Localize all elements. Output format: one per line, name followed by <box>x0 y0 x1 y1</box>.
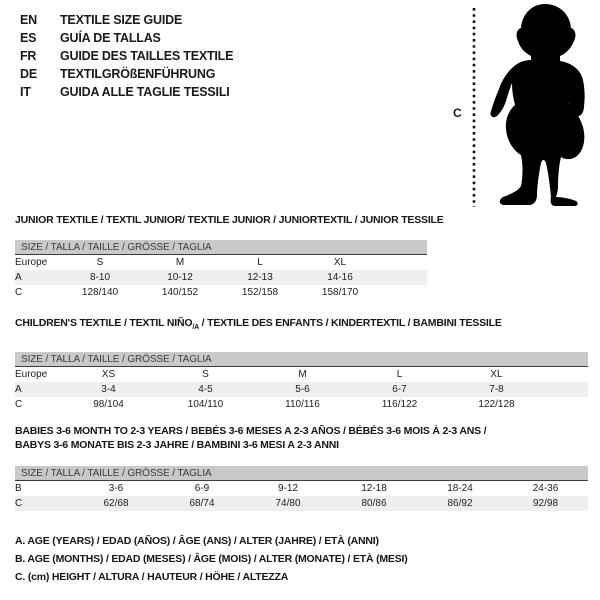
table-cell: L <box>396 369 403 381</box>
language-title: GUÍA DE TALLAS <box>60 31 161 45</box>
size-header-bar: SIZE / TALLA / TAILLE / GRÖSSE / TAGLIA <box>15 240 427 255</box>
language-row-es <box>20 29 233 47</box>
table-cell: 80/86 <box>361 498 387 509</box>
title-text: CHILDREN'S TEXTILE / TEXTIL NIÑO <box>15 317 193 329</box>
table-cell: 10-12 <box>167 272 193 283</box>
babies-size-table <box>15 481 588 511</box>
table-cell: 5-6 <box>295 384 310 396</box>
height-measure-figure <box>445 0 600 212</box>
junior-textile-section <box>15 213 444 300</box>
spacer-cell <box>545 397 588 412</box>
row-label: C <box>15 399 23 411</box>
table-cell: 92/98 <box>532 498 559 509</box>
row-label: Europe <box>15 257 48 268</box>
junior-size-table <box>15 255 427 300</box>
row-label: Europe <box>15 369 48 381</box>
language-code: IT <box>20 85 31 99</box>
table-cell: XL <box>333 257 347 268</box>
table-cell: 12-18 <box>361 483 387 494</box>
language-title: GUIDE DES TAILLES TEXTILE <box>60 49 234 63</box>
table-row-age <box>15 270 427 285</box>
junior-table-title: JUNIOR TEXTILE / TEXTIL JUNIOR/ TEXTILE JUNIOR / JUNIORTEXTIL / JUNIOR TESSILE <box>15 214 444 226</box>
size-header-bar: SIZE / TALLA / TAILLE / GRÖSSE / TAGLIA <box>15 352 588 367</box>
row-label: A <box>15 384 22 396</box>
table-cell: 62/68 <box>103 498 129 509</box>
table-cell: 6-9 <box>194 483 210 494</box>
childrens-table-title <box>15 316 588 335</box>
language-row-de <box>20 65 233 83</box>
footnote-age-months: B. AGE (MONTHS) / EDAD (MESES) / ÂGE (MOIS) / ALTER (MONATE) / ETÀ (MESI) <box>15 553 408 565</box>
table-cell: XL <box>490 369 503 381</box>
language-header <box>20 11 233 101</box>
language-code: DE <box>20 67 37 81</box>
table-cell: 74/80 <box>275 498 301 509</box>
spacer-cell <box>380 255 427 270</box>
table-cell: 4-5 <box>198 384 213 396</box>
spacer-cell <box>545 367 588 382</box>
table-cell: 116/122 <box>381 399 418 411</box>
language-row-fr <box>20 47 233 65</box>
row-label: B <box>15 483 22 494</box>
table-row-height <box>15 496 588 511</box>
table-cell: 14-16 <box>327 272 353 283</box>
language-title: TEXTILE SIZE GUIDE <box>60 13 183 27</box>
table-cell: 9-12 <box>277 483 298 494</box>
size-header-bar: SIZE / TALLA / TAILLE / GRÖSSE / TAGLIA <box>15 466 588 481</box>
table-cell: 12-13 <box>247 272 273 283</box>
footnote-height: C. (cm) HEIGHT / ALTURA / HAUTEUR / HÖHE / ALTEZZA <box>15 571 289 583</box>
language-code: ES <box>20 31 37 45</box>
table-row-age <box>15 382 588 397</box>
language-title: TEXTILGRÖßENFÜHRUNG <box>60 67 216 81</box>
table-cell: 158/170 <box>321 287 359 298</box>
table-cell: 86/92 <box>447 498 473 509</box>
table-cell: M <box>175 257 185 268</box>
table-cell: M <box>298 369 307 381</box>
table-row-height <box>15 397 588 412</box>
row-label: A <box>15 272 22 283</box>
title-subscript: /A <box>192 324 199 332</box>
table-cell: S <box>202 369 209 381</box>
childrens-size-table <box>15 367 588 412</box>
table-cell: 140/152 <box>161 287 199 298</box>
legend-footnotes <box>15 532 408 586</box>
table-cell: 3-4 <box>101 384 116 396</box>
spacer-cell <box>545 382 588 397</box>
table-row-height <box>15 285 427 300</box>
baby-silhouette-figure <box>445 0 600 212</box>
table-cell: 128/140 <box>81 287 119 298</box>
table-cell: 18-24 <box>447 483 473 494</box>
table-cell: 3-6 <box>108 483 124 494</box>
height-measure-label: C <box>453 106 462 120</box>
childrens-textile-section <box>15 316 588 412</box>
table-cell: 24-36 <box>532 483 559 494</box>
table-cell: 152/158 <box>241 287 279 298</box>
table-row-age-months <box>15 481 588 496</box>
babies-table-title-line1: BABIES 3-6 MONTH TO 2-3 YEARS / BEBÉS 3-6 MESES A 2-3 AÑOS / BÉBÉS 3-6 MOIS À 2-3 ANS / <box>15 425 487 437</box>
babies-table-title-line2: BABYS 3-6 MONATE BIS 2-3 JAHRE / BAMBINI 3-6 MESI A 2-3 ANNI <box>15 439 339 451</box>
table-cell: S <box>96 257 104 268</box>
language-row-it <box>20 83 233 101</box>
language-code: EN <box>20 13 37 27</box>
row-label: C <box>15 498 23 509</box>
table-cell: 122/128 <box>478 399 515 411</box>
language-row-en <box>20 11 233 29</box>
table-cell: 7-8 <box>489 384 504 396</box>
title-text: / TEXTILE DES ENFANTS / KINDERTEXTIL / BAMBINI TESSILE <box>198 317 502 329</box>
language-title: GUIDA ALLE TAGLIE TESSILI <box>60 85 230 99</box>
table-cell: L <box>257 257 263 268</box>
baby-silhouette-icon <box>490 4 584 206</box>
row-label: C <box>15 287 23 298</box>
spacer-cell <box>380 270 427 285</box>
table-row-sizes <box>15 367 588 382</box>
table-cell: 98/104 <box>93 399 124 411</box>
table-cell: 8-10 <box>89 272 110 283</box>
spacer-cell <box>380 285 427 300</box>
table-cell: 68/74 <box>189 498 215 509</box>
table-cell: 6-7 <box>392 384 407 396</box>
babies-textile-section <box>15 424 588 511</box>
table-cell: XS <box>101 369 116 381</box>
table-cell: 110/116 <box>285 399 320 411</box>
table-row-sizes <box>15 255 427 270</box>
table-cell: 104/110 <box>187 399 224 411</box>
footnote-age-years: A. AGE (YEARS) / EDAD (AÑOS) / ÂGE (ANS) / ALTER (JAHRE) / ETÀ (ANNI) <box>15 535 379 547</box>
language-code: FR <box>20 49 37 63</box>
